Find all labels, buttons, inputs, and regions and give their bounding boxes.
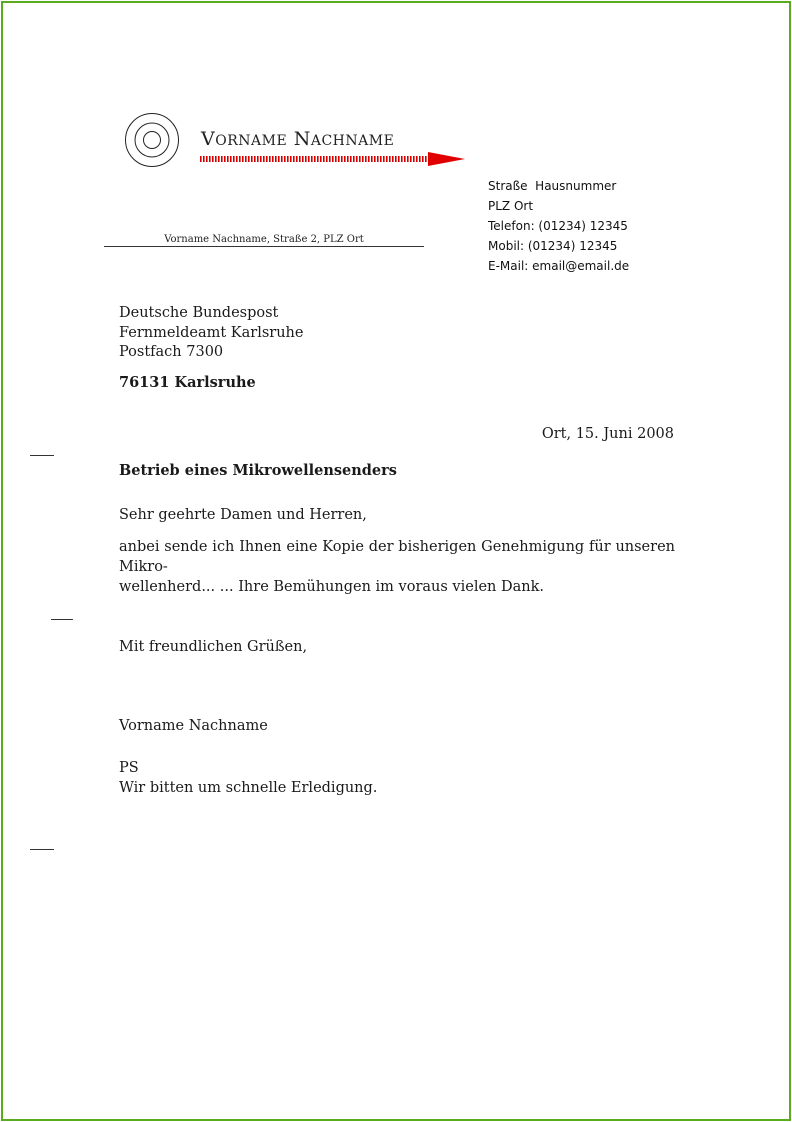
recipient-address xyxy=(119,304,303,363)
recipient-line-1: Deutsche Bundespost xyxy=(119,305,279,321)
concentric-circles-icon xyxy=(124,112,180,168)
recipient-line-2: Fernmeldeamt Karlsruhe xyxy=(119,324,304,341)
letter-subject: Betrieb eines Mikrowellensenders xyxy=(119,462,397,479)
letter-salutation: Sehr geehrte Damen und Herren, xyxy=(119,507,367,523)
recipient-line-3: Postfach 7300 xyxy=(119,344,224,360)
contact-city: PLZ Ort xyxy=(488,199,534,213)
red-arrow-decoration xyxy=(200,151,466,167)
contact-block xyxy=(488,176,629,276)
recipient-city: 76131 Karlsruhe xyxy=(119,374,256,391)
letter-body-line-2: wellenherd... ... Ihre Bemühungen im voraus vielen Dank. xyxy=(119,579,544,595)
fold-mark-bottom xyxy=(30,849,54,850)
letter-date: Ort, 15. Juni 2008 xyxy=(541,426,674,442)
letter-signature: Vorname Nachname xyxy=(119,718,268,734)
letter-body-line-1: anbei sende ich Ihnen eine Kopie der bisherigen Genehmigung für unseren Mikro- xyxy=(119,539,675,575)
punch-mark xyxy=(51,619,73,620)
letter-body xyxy=(119,537,675,597)
sender-name-title xyxy=(201,128,394,150)
name-last-initial: N xyxy=(293,128,311,150)
fold-mark-top xyxy=(30,455,54,456)
contact-email: E-Mail: email@email.de xyxy=(488,259,630,273)
contact-street: Straße Hausnummer xyxy=(488,179,617,193)
name-first-rest: ORNAME xyxy=(215,133,288,149)
name-first-initial: V xyxy=(201,128,216,150)
postscript-label: PS xyxy=(119,760,139,776)
contact-mobile: Mobil: (01234) 12345 xyxy=(488,239,618,253)
contact-phone: Telefon: (01234) 12345 xyxy=(488,219,628,233)
name-last-rest: ACHNAME xyxy=(310,133,395,149)
letter-closing: Mit freundlichen Grüßen, xyxy=(119,639,308,655)
postscript-text: Wir bitten um schnelle Erledigung. xyxy=(119,780,378,796)
sender-return-address: Vorname Nachname, Straße 2, PLZ Ort xyxy=(104,234,424,247)
